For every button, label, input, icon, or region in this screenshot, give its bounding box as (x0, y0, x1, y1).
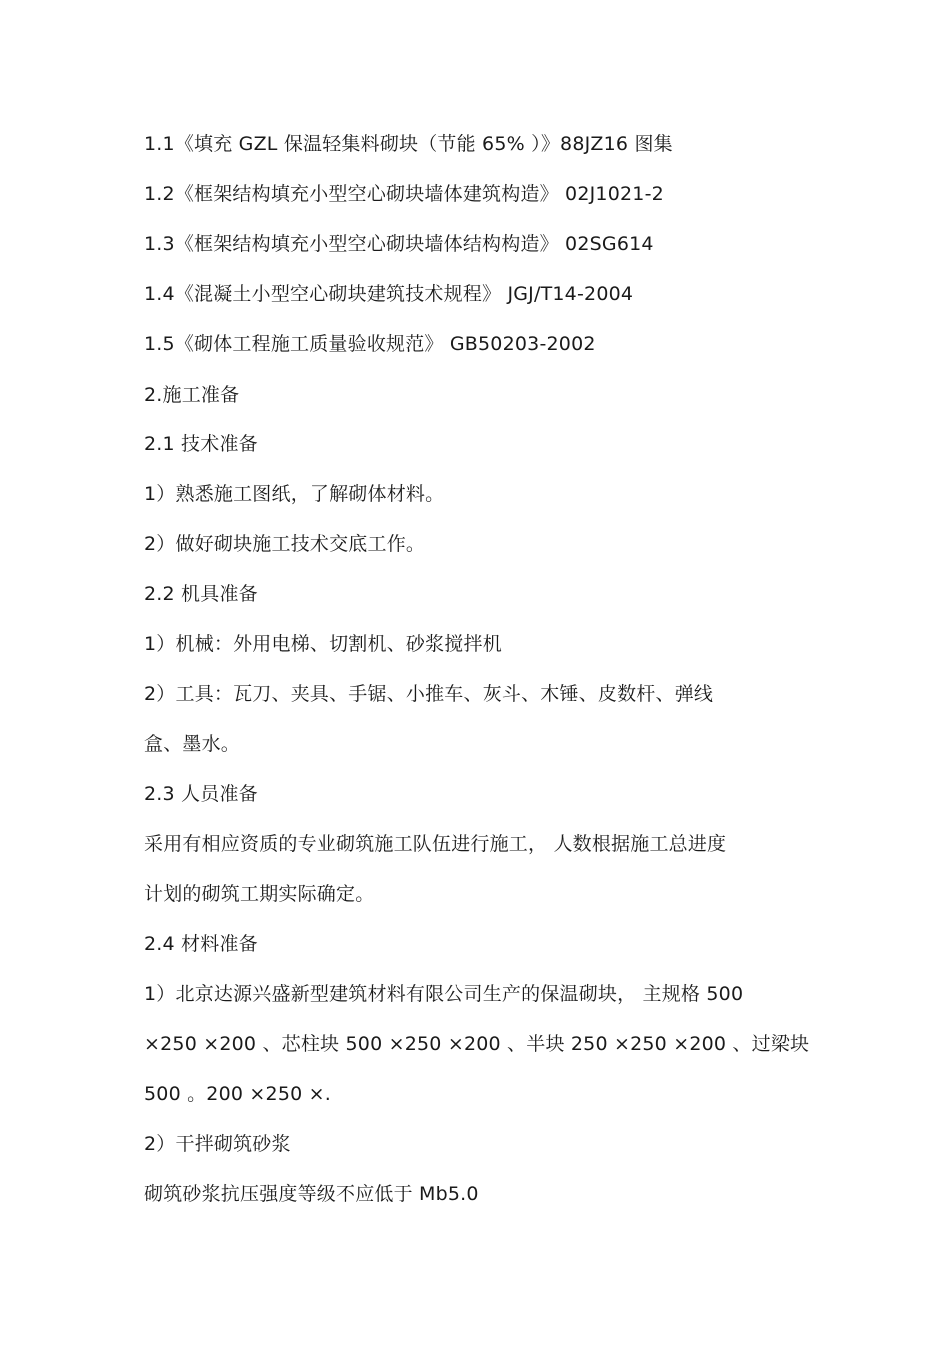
paragraph-line: 砌筑砂浆抗压强度等级不应低于 Mb5.0 (144, 1183, 479, 1205)
list-item-continuation: 盒、墨水。 (144, 733, 241, 755)
list-item: 2）工具：瓦刀、夹具、手锯、小推车、灰斗、木锤、皮数杆、弹线 (144, 683, 714, 705)
list-item-continuation: 500 。200 ×250 ×. (144, 1083, 331, 1105)
ref-1-3: 1.3《框架结构填充小型空心砌块墙体结构构造》 02SG614 (144, 233, 654, 255)
ref-1-1: 1.1《填充 GZL 保温轻集料砌块（节能 65% ）》88JZ16 图集 (144, 133, 673, 155)
section-heading-2: 2.施工准备 (144, 384, 240, 406)
list-item: 2）做好砌块施工技术交底工作。 (144, 533, 426, 555)
list-item: 2）干拌砌筑砂浆 (144, 1133, 291, 1155)
paragraph-line: 计划的砌筑工期实际确定。 (144, 883, 375, 905)
ref-1-2: 1.2《框架结构填充小型空心砌块墙体建筑构造》 02J1021-2 (144, 183, 664, 205)
list-item-continuation: ×250 ×200 、芯柱块 500 ×250 ×200 、半块 250 ×250 ×200 、过梁块 (144, 1033, 810, 1055)
ref-1-4: 1.4《混凝土小型空心砌块建筑技术规程》 JGJ/T14-2004 (144, 283, 634, 305)
ref-1-5: 1.5《砌体工程施工质量验收规范》 GB50203-2002 (144, 333, 596, 355)
subheading-2-3: 2.3 人员准备 (144, 783, 258, 805)
list-item: 1）熟悉施工图纸，了解砌体材料。 (144, 483, 445, 505)
subheading-2-1: 2.1 技术准备 (144, 433, 258, 455)
paragraph-line: 采用有相应资质的专业砌筑施工队伍进行施工， 人数根据施工总进度 (144, 833, 727, 855)
subheading-2-2: 2.2 机具准备 (144, 583, 258, 605)
list-item: 1）机械：外用电梯、切割机、砂浆搅拌机 (144, 633, 502, 655)
subheading-2-4: 2.4 材料准备 (144, 933, 258, 955)
list-item: 1）北京达源兴盛新型建筑材料有限公司生产的保温砌块， 主规格 500 (144, 983, 744, 1005)
